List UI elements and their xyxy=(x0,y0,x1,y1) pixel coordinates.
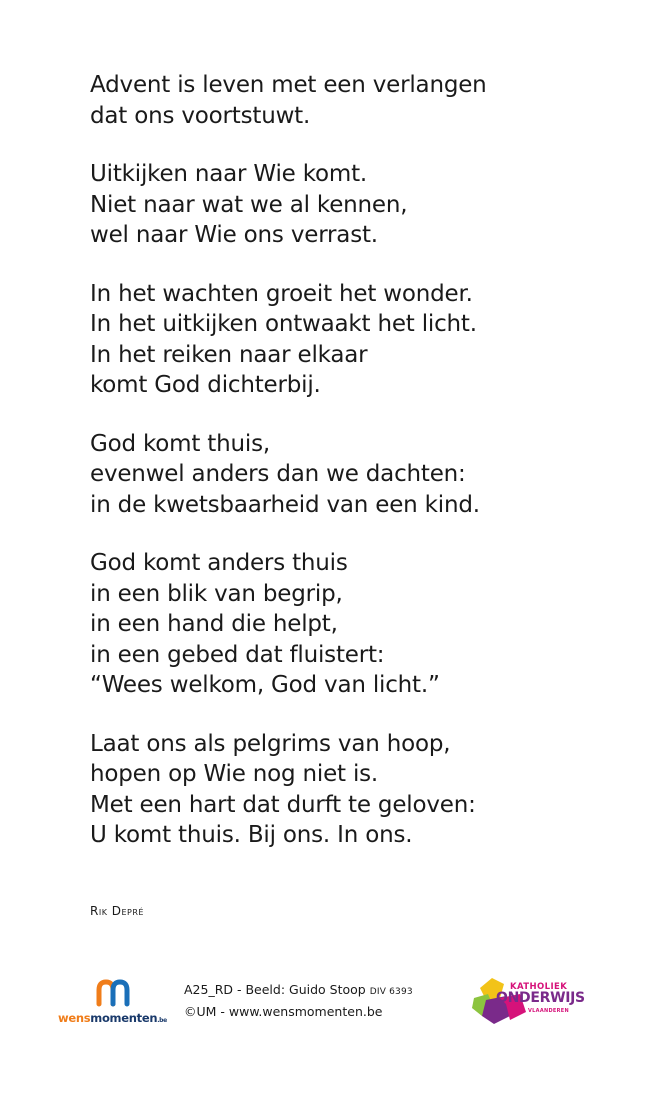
poem-line: wel naar Wie ons verrast. xyxy=(90,222,378,248)
wensmomenten-wordmark xyxy=(58,1011,167,1025)
stanza xyxy=(90,548,610,701)
div-code: DIV 6393 xyxy=(369,987,413,997)
poem-line: Laat ons als pelgrims van hoop, xyxy=(90,730,451,757)
stanza xyxy=(90,70,610,131)
poem-line: komt God dichterbij. xyxy=(90,372,321,398)
poem-line: In het reiken naar elkaar xyxy=(90,341,368,368)
ko-main-text: ONDERWIJS xyxy=(496,990,585,1006)
wordmark-part1: wens xyxy=(58,1011,91,1025)
wordmark-suffix: .be xyxy=(157,1017,167,1024)
image-credit: A25_RD - Beeld: Guido Stoop xyxy=(184,982,366,997)
credits-line-2: ©UM - www.wensmomenten.be xyxy=(184,1004,383,1019)
ko-top-text: KATHOLIEK xyxy=(510,982,568,992)
stanza xyxy=(90,729,610,851)
poem-line: Met een hart dat durft te geloven: xyxy=(90,791,476,818)
poem-line: Advent is leven met een verlangen xyxy=(90,72,487,98)
poem-line: God komt anders thuis xyxy=(90,550,348,576)
wm-monogram-icon xyxy=(96,978,130,1008)
poem-line: in een gebed dat fluistert: xyxy=(90,641,385,668)
poem-line: U komt thuis. Bij ons. In ons. xyxy=(90,822,413,848)
poem-line: In het wachten groeit het wonder. xyxy=(90,280,473,307)
poem-line: hopen op Wie nog niet is. xyxy=(90,761,379,787)
poem-line: Uitkijken naar Wie komt. xyxy=(90,161,368,187)
poem-line: in een hand die helpt, xyxy=(90,611,338,637)
poem-line: In het uitkijken ontwaakt het licht. xyxy=(90,311,477,337)
poem-line: evenwel anders dan we dachten: xyxy=(90,461,466,487)
poem-line: Niet naar wat we al kennen, xyxy=(90,191,408,218)
ko-sub-text: VLAANDEREN xyxy=(528,1008,569,1014)
footer xyxy=(0,970,645,1030)
stanza xyxy=(90,429,610,521)
poem xyxy=(90,70,610,879)
poem-line: in een blik van begrip, xyxy=(90,580,343,607)
stanza xyxy=(90,279,610,401)
poem-line: God komt thuis, xyxy=(90,430,270,457)
wensmomenten-logo xyxy=(58,978,188,1028)
poem-line: dat ons voortstuwt. xyxy=(90,102,311,129)
credits xyxy=(184,980,474,1021)
wordmark-part2: momenten xyxy=(90,1011,158,1025)
author-name: Rik Depré xyxy=(90,904,144,918)
katholiek-onderwijs-logo xyxy=(470,974,590,1028)
credits-line-1 xyxy=(184,980,474,1002)
poem-line: in de kwetsbaarheid van een kind. xyxy=(90,491,480,518)
poem-line: “Wees welkom, God van licht.” xyxy=(90,672,440,698)
stanza xyxy=(90,159,610,251)
